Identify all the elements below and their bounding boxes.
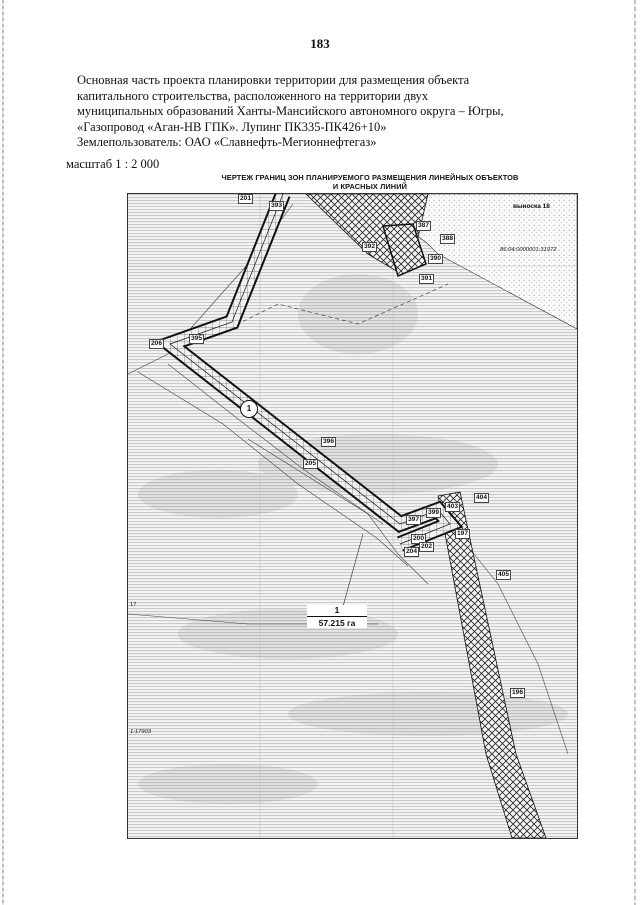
page-number: 183 (310, 36, 330, 51)
point-label-404: 404 (476, 494, 488, 501)
point-label-201: 201 (240, 195, 252, 202)
edge-mark: 17 (130, 602, 137, 608)
point-label-395: 395 (191, 335, 203, 342)
header-line: капитального строительства, расположенного на территории двух (77, 88, 429, 103)
header-line: муниципальных образований Ханты-Мансийского автономного округа – Югры, (77, 104, 504, 118)
cadastral-label-top: 86:04:0000001:31972 (500, 247, 557, 253)
point-label-388: 388 (442, 235, 454, 242)
cadastral-label-left: 1:17903 (130, 729, 151, 735)
point-label-200: 200 (413, 535, 425, 542)
point-label-206: 206 (151, 340, 163, 347)
point-label-197: 197 (457, 530, 469, 537)
header-line: Основная часть проекта планировки территории для размещения объекта (77, 73, 470, 87)
zone-number-circle: 1 (240, 400, 258, 418)
point-label-196: 196 (512, 689, 524, 696)
scale-label: масштаб 1 : 2 000 (66, 157, 160, 171)
point-label-393: 393 (271, 202, 283, 209)
header-line: Землепользователь: ОАО «Славнефть-Мегионнефтегаз» (77, 135, 377, 149)
point-label-202: 202 (421, 543, 433, 550)
drawing-title-line: И КРАСНЫХ ЛИНИЙ (332, 182, 408, 191)
point-label-390: 390 (430, 255, 442, 262)
map-drawing (128, 194, 577, 838)
parcel-label (307, 605, 367, 628)
document-header (77, 73, 547, 151)
point-label-396: 396 (323, 438, 335, 445)
callout-label: выноска 18 (513, 203, 550, 210)
parcel-area: 57.215 га (318, 618, 356, 628)
map-frame (127, 193, 578, 839)
point-label-205: 205 (305, 460, 317, 467)
point-label-204: 204 (406, 548, 418, 555)
point-label-391: 391 (421, 275, 433, 282)
point-label-399: 399 (428, 509, 440, 516)
point-label-405: 405 (498, 571, 510, 578)
drawing-title (140, 173, 600, 191)
point-label-397: 397 (408, 516, 420, 523)
point-label-387: 387 (418, 222, 430, 229)
page-edge-left (2, 0, 4, 905)
parcel-number: 1 (307, 605, 367, 617)
drawing-title-line: ЧЕРТЕЖ ГРАНИЦ ЗОН ПЛАНИРУЕМОГО РАЗМЕЩЕНИЯ ЛИНЕЙНЫХ ОБЪЕКТОВ (221, 173, 519, 182)
page-edge-right (634, 0, 636, 905)
header-line: «Газопровод «Аган-НВ ГПК». Лупинг ПК335-ПК426+10» (77, 119, 387, 134)
point-label-403: 403 (447, 503, 459, 510)
point-label-392: 392 (364, 243, 376, 250)
